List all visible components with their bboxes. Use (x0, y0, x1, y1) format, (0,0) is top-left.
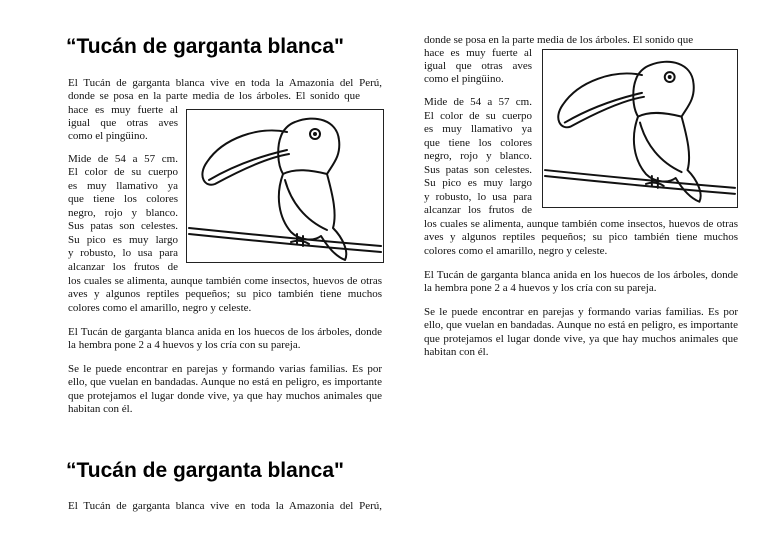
wrap-line: alcanzar los frutos de (68, 261, 178, 273)
toucan-illustration (542, 49, 738, 208)
toucan-drawing (543, 50, 737, 207)
paragraph-family: Se le puede encontrar en parejas y formando varias familias. Es por ello, que vuelan en bandadas. Aunque no está en peligro, es importante que protejamos el lugar donde vive, ya que hay muchos animales que habitan con él. (68, 363, 382, 416)
toucan-illustration (186, 109, 384, 263)
toucan-drawing (187, 110, 383, 262)
wrap-line: Sus patas son celestes. (424, 164, 532, 176)
wrap-line: negro, rojo y blanco. (424, 150, 532, 162)
wrap-line: alcanzar los frutos de (424, 204, 532, 216)
wrap-line: El color de su cuerpo (68, 166, 178, 178)
paragraph-nest: El Tucán de garganta blanca anida en los huecos de los árboles, donde la hembra pone 2 a 4 huevos y los cría con su pareja. (424, 269, 738, 295)
wrap-line: es muy llamativo ya (68, 180, 178, 192)
paragraph-food: los cuales se alimenta, aunque también come insectos, huevos de otras aves y algunos reptiles pequeños; su pico también tiene muchos colores como el amarillo, negro y celeste. (68, 275, 382, 314)
page-title-repeat: “Tucán de garganta blanca" (66, 459, 344, 482)
page-title: “Tucán de garganta blanca" (66, 35, 344, 58)
intro-line-2: donde se posa en la parte media de los árboles. El sonido que (68, 90, 360, 102)
wrap-line: hace es muy fuerte al (68, 104, 178, 116)
wrap-line: que tiene los colores (424, 137, 532, 149)
wrap-line: hace es muy fuerte al (424, 47, 532, 59)
intro-line-1: El Tucán de garganta blanca vive en toda la Amazonia del Perú, (68, 77, 382, 89)
paragraph-food: los cuales se alimenta, aunque también come insectos, huevos de otras aves y algunos reptiles pequeños; su pico también tiene muchos colores como el amarillo, negro y celeste. (424, 218, 738, 257)
wrap-line: Su pico es muy largo (424, 177, 532, 189)
wrap-line: Mide de 54 a 57 cm. (68, 153, 178, 165)
wrap-line: como el pingüino. (424, 73, 504, 85)
intro-line-repeat: El Tucán de garganta blanca vive en toda la Amazonia del Perú, (68, 500, 382, 512)
wrap-line: igual que otras aves (68, 117, 178, 129)
wrap-line: Su pico es muy largo (68, 234, 178, 246)
wrap-line: como el pingüino. (68, 130, 148, 142)
wrap-line: que tiene los colores (68, 193, 178, 205)
paragraph-nest: El Tucán de garganta blanca anida en los huecos de los árboles, donde la hembra pone 2 a 4 huevos y los cría con su pareja. (68, 326, 382, 352)
wrap-line: igual que otras aves (424, 60, 532, 72)
wrap-line: negro, rojo y blanco. (68, 207, 178, 219)
wrap-line: es muy llamativo ya (424, 123, 532, 135)
wrap-line: y robusto, lo usa para (424, 191, 532, 203)
wrap-line: Sus patas son celestes. (68, 220, 178, 232)
col2-top-line: donde se posa en la parte media de los árboles. El sonido que (424, 34, 694, 46)
wrap-line: El color de su cuerpo (424, 110, 532, 122)
wrap-line: y robusto, lo usa para (68, 247, 178, 259)
paragraph-family: Se le puede encontrar en parejas y formando varias familias. Es por ello, que vuelan en bandadas. Aunque no está en peligro, es importante que protejamos el lugar donde vive, ya que hay muchos animales que habitan con él. (424, 306, 738, 359)
wrap-line: Mide de 54 a 57 cm. (424, 96, 532, 108)
